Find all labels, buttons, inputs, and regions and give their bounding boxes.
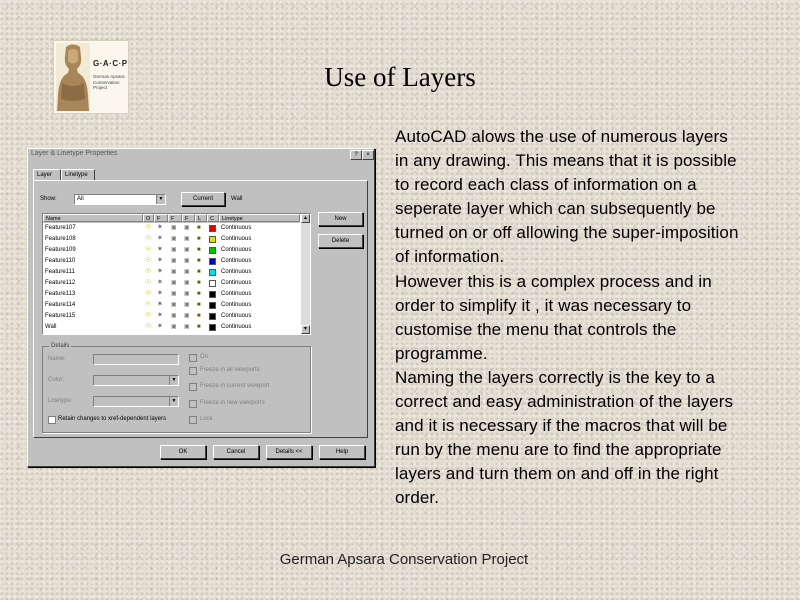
- lightbulb-icon[interactable]: ☉: [145, 323, 152, 330]
- dialog-titlebar: [28, 149, 374, 160]
- layer-row[interactable]: [43, 289, 300, 299]
- freeze-current-icon[interactable]: ▣: [171, 313, 177, 319]
- col-color[interactable]: C: [207, 214, 219, 222]
- layer-row[interactable]: [43, 311, 300, 321]
- lock-icon[interactable]: ■: [197, 324, 201, 330]
- slide-footer: German Apsara Conservation Project: [279, 551, 529, 568]
- lock-label: Lock: [200, 416, 213, 422]
- body-paragraph: Naming the layers correctly is the key to a correct and easy administration of the layers and it is necessary if the macros that will be run by the menu are to find the appropriate layers and turn them on and off in the right order.: [395, 367, 734, 508]
- lock-icon[interactable]: ■: [197, 269, 201, 275]
- retain-changes-checkbox[interactable]: [48, 416, 56, 424]
- sun-icon[interactable]: ✶: [157, 290, 163, 297]
- details-color-label: Color:: [48, 377, 65, 383]
- col-linetype[interactable]: Linetype: [219, 214, 300, 222]
- freeze-new-icon[interactable]: ▣: [184, 313, 190, 319]
- freeze-current-label: Freeze in current viewport: [200, 383, 270, 389]
- layer-row[interactable]: [43, 322, 300, 332]
- sun-icon[interactable]: ✶: [157, 301, 163, 308]
- details-color-select: [93, 375, 179, 386]
- lightbulb-icon[interactable]: ☉: [145, 246, 152, 253]
- chevron-down-icon: ▼: [169, 376, 178, 385]
- details-group: [42, 343, 311, 433]
- show-filter-value: All: [77, 196, 84, 202]
- layer-linetype: Continuous: [221, 302, 252, 308]
- freeze-new-icon[interactable]: ▣: [184, 302, 190, 308]
- layer-row[interactable]: [43, 256, 300, 266]
- layer-linetype: Continuous: [221, 258, 252, 264]
- col-lock[interactable]: L: [195, 214, 207, 222]
- delete-layer-button[interactable]: Delete: [318, 234, 363, 248]
- sun-icon[interactable]: ✶: [157, 268, 163, 275]
- lock-icon[interactable]: ■: [197, 291, 201, 297]
- layer-linetype: Continuous: [221, 291, 252, 297]
- lock-icon[interactable]: ■: [197, 225, 201, 231]
- chevron-down-icon: ▼: [169, 397, 178, 406]
- layer-name: Feature112: [45, 280, 76, 286]
- freeze-current-icon[interactable]: ▣: [171, 236, 177, 242]
- sun-icon[interactable]: ✶: [157, 235, 163, 242]
- layer-linetype: Continuous: [221, 269, 252, 275]
- lightbulb-icon[interactable]: ☉: [145, 268, 152, 275]
- lightbulb-icon[interactable]: ☉: [145, 290, 152, 297]
- logo-abbreviation: G·A·C·P: [93, 59, 128, 68]
- layer-name: Feature110: [45, 258, 76, 264]
- color-swatch[interactable]: [209, 322, 216, 335]
- scroll-down-icon[interactable]: ▼: [301, 325, 310, 334]
- freeze-new-checkbox[interactable]: [189, 400, 197, 408]
- help-button[interactable]: Help: [319, 445, 365, 459]
- details-name-label: Name:: [48, 356, 66, 362]
- sun-icon[interactable]: ✶: [157, 323, 163, 330]
- freeze-all-checkbox[interactable]: [189, 367, 197, 375]
- help-icon[interactable]: ?: [350, 150, 362, 160]
- freeze-new-icon[interactable]: ▣: [184, 269, 190, 275]
- body-paragraph: However this is a complex process and in order to simplify it , it was necessary to customise the menu that controls the programme.: [395, 271, 712, 363]
- freeze-all-label: Freeze in all viewports: [200, 367, 260, 373]
- on-checkbox-label: On: [200, 354, 209, 360]
- show-label: Show:: [40, 196, 57, 202]
- details-linetype-select: [93, 396, 179, 407]
- sun-icon[interactable]: ✶: [157, 257, 163, 264]
- logo-subtitle: German Apsara Conservation Project: [93, 74, 125, 90]
- freeze-new-icon[interactable]: ▣: [184, 247, 190, 253]
- lightbulb-icon[interactable]: ☉: [145, 301, 152, 308]
- layer-name: Feature111: [45, 269, 75, 275]
- layer-name: Feature113: [45, 291, 76, 297]
- layer-tab-panel: [33, 180, 368, 438]
- lock-icon[interactable]: ■: [197, 258, 201, 264]
- layer-row[interactable]: [43, 278, 300, 288]
- layer-linetype: Continuous: [221, 313, 252, 319]
- layer-row[interactable]: [43, 300, 300, 310]
- details-group-label: Details: [51, 343, 70, 349]
- layer-linetype: Continuous: [221, 280, 252, 286]
- new-layer-button[interactable]: New: [318, 212, 363, 226]
- retain-changes-label: Retain changes to xref-dependent layers: [58, 416, 167, 422]
- body-paragraph: AutoCAD alows the use of numerous layers in any drawing. This means that it is possible to record each class of information on a seperate layer which can subsequently be turned on or off allowing the super-imposition of information.: [395, 127, 739, 267]
- lightbulb-icon[interactable]: ☉: [145, 279, 152, 286]
- lightbulb-icon[interactable]: ☉: [145, 312, 152, 319]
- cancel-button[interactable]: Cancel: [213, 445, 259, 459]
- layer-row[interactable]: [43, 245, 300, 255]
- tab-layer[interactable]: Layer: [33, 169, 61, 180]
- lightbulb-icon[interactable]: ☉: [145, 235, 152, 242]
- layer-list-header: [43, 214, 300, 223]
- freeze-new-icon[interactable]: ▣: [184, 236, 190, 242]
- freeze-current-checkbox[interactable]: [189, 383, 197, 391]
- lock-icon[interactable]: ■: [197, 280, 201, 286]
- freeze-new-icon[interactable]: ▣: [184, 225, 190, 231]
- freeze-new-icon[interactable]: ▣: [184, 280, 190, 286]
- freeze-current-icon[interactable]: ▣: [171, 258, 177, 264]
- col-freeze-current[interactable]: F: [168, 214, 182, 222]
- layer-list[interactable]: [42, 213, 311, 335]
- chevron-down-icon: ▼: [156, 195, 165, 204]
- lightbulb-icon[interactable]: ☉: [145, 257, 152, 264]
- lock-checkbox[interactable]: [189, 416, 197, 424]
- layer-row[interactable]: [43, 223, 300, 233]
- layer-list-scrollbar[interactable]: [301, 214, 310, 334]
- layer-name: Feature107: [45, 225, 76, 231]
- layer-name: Wall: [45, 324, 57, 330]
- col-freeze-all[interactable]: F: [154, 214, 168, 222]
- details-name-field: [93, 354, 179, 365]
- freeze-current-icon[interactable]: ▣: [171, 291, 177, 297]
- dialog-title: Layer & Linetype Properties: [31, 150, 118, 157]
- lock-icon[interactable]: ■: [197, 236, 201, 242]
- layer-name: Feature114: [45, 302, 76, 308]
- slide-title: Use of Layers: [324, 62, 476, 92]
- tab-linetype[interactable]: Linetype: [61, 169, 95, 180]
- freeze-current-icon[interactable]: ▣: [171, 302, 177, 308]
- freeze-current-icon[interactable]: ▣: [171, 269, 177, 275]
- close-icon[interactable]: ×: [362, 150, 374, 160]
- layer-row[interactable]: [43, 234, 300, 244]
- layer-linetype: Continuous: [221, 247, 252, 253]
- lightbulb-icon[interactable]: ☉: [145, 224, 152, 231]
- sun-icon[interactable]: ✶: [157, 279, 163, 286]
- layer-linetype: Continuous: [221, 236, 252, 242]
- layer-row[interactable]: [43, 267, 300, 277]
- details-toggle-button[interactable]: Details <<: [266, 445, 312, 459]
- col-on[interactable]: O: [143, 214, 154, 222]
- lock-icon[interactable]: ■: [197, 313, 201, 319]
- freeze-new-label: Freeze in new viewports: [200, 400, 265, 406]
- on-checkbox[interactable]: [189, 354, 197, 362]
- freeze-current-icon[interactable]: ▣: [171, 280, 177, 286]
- current-layer-value: Wall: [231, 196, 243, 202]
- freeze-current-icon[interactable]: ▣: [171, 225, 177, 231]
- lock-icon[interactable]: ■: [197, 302, 201, 308]
- show-filter-select[interactable]: [74, 194, 166, 205]
- scroll-up-icon[interactable]: ▲: [301, 214, 310, 223]
- freeze-current-icon[interactable]: ▣: [171, 324, 177, 330]
- freeze-new-icon[interactable]: ▣: [184, 258, 190, 264]
- sun-icon[interactable]: ✶: [157, 224, 163, 231]
- freeze-new-icon[interactable]: ▣: [184, 291, 190, 297]
- layer-linetype: Continuous: [221, 324, 252, 330]
- details-linetype-label: Linetype:: [48, 398, 73, 404]
- layer-linetype: Continuous: [221, 225, 252, 231]
- current-button[interactable]: Current: [181, 192, 225, 206]
- layer-name: Feature109: [45, 247, 76, 253]
- layer-name: Feature108: [45, 236, 76, 242]
- ok-button[interactable]: OK: [160, 445, 206, 459]
- lock-icon[interactable]: ■: [197, 247, 201, 253]
- layer-name: Feature115: [45, 313, 76, 319]
- layer-properties-dialog: [27, 148, 375, 467]
- sun-icon[interactable]: ✶: [157, 312, 163, 319]
- freeze-new-icon[interactable]: ▣: [184, 324, 190, 330]
- slide-body: [395, 125, 745, 511]
- freeze-current-icon[interactable]: ▣: [171, 247, 177, 253]
- col-freeze-new[interactable]: F: [182, 214, 195, 222]
- col-name[interactable]: Name: [43, 214, 143, 222]
- sun-icon[interactable]: ✶: [157, 246, 163, 253]
